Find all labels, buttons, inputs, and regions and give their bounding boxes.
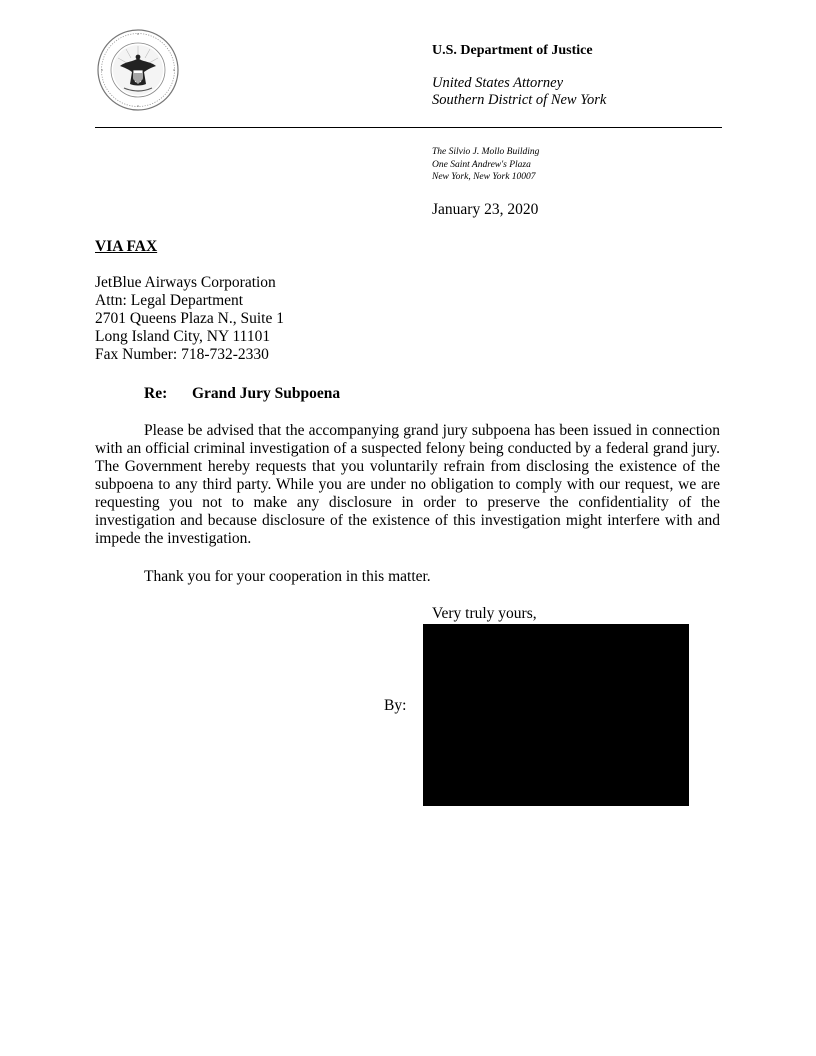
recipient-line-3: 2701 Queens Plaza N., Suite 1 [95, 310, 284, 327]
address-line-1: The Silvio J. Mollo Building [432, 147, 540, 157]
office-name [432, 75, 606, 109]
recipient-line-4: Long Island City, NY 11101 [95, 328, 271, 345]
office-line-1: United States Attorney [432, 75, 564, 91]
body-paragraph: Please be advised that the accompanying grand jury subpoena has been issued in connection with an official criminal investigation of a suspected felony being conducted by a federal grand jury. The Government hereby requests that you voluntarily refrain from disclosing the existence of the subpoena to any third party. While you are under no obligation to comply with our request, we are requesting you not to make any disclosure in order to preserve the confidentiality of the investigation and because disclosure of the existence of this investigation might interfere with and impede the investigation. [95, 422, 720, 547]
address-line-3: New York, New York 10007 [432, 172, 536, 182]
signature-label: By: [384, 697, 407, 714]
address-line-2: One Saint Andrew's Plaza [432, 159, 531, 170]
office-address [432, 146, 539, 184]
re-label: Re: [144, 385, 168, 402]
re-subject: Grand Jury Subpoena [192, 385, 341, 402]
signature-redaction [423, 624, 689, 806]
office-line-2: Southern District of New York [432, 92, 607, 108]
recipient-line-2: Attn: Legal Department [95, 292, 244, 309]
recipient-address [95, 274, 284, 364]
department-name: U.S. Department of Justice [432, 43, 593, 58]
letter-date: January 23, 2020 [432, 201, 539, 218]
letterhead-divider [95, 127, 722, 128]
recipient-line-5: Fax Number: 718-732-2330 [95, 346, 269, 363]
doj-seal-icon [96, 28, 180, 112]
thanks-line: Thank you for your cooperation in this matter. [144, 568, 431, 585]
recipient-line-1: JetBlue Airways Corporation [95, 274, 276, 291]
delivery-method: VIA FAX [95, 238, 158, 255]
closing-line: Very truly yours, [432, 605, 537, 622]
